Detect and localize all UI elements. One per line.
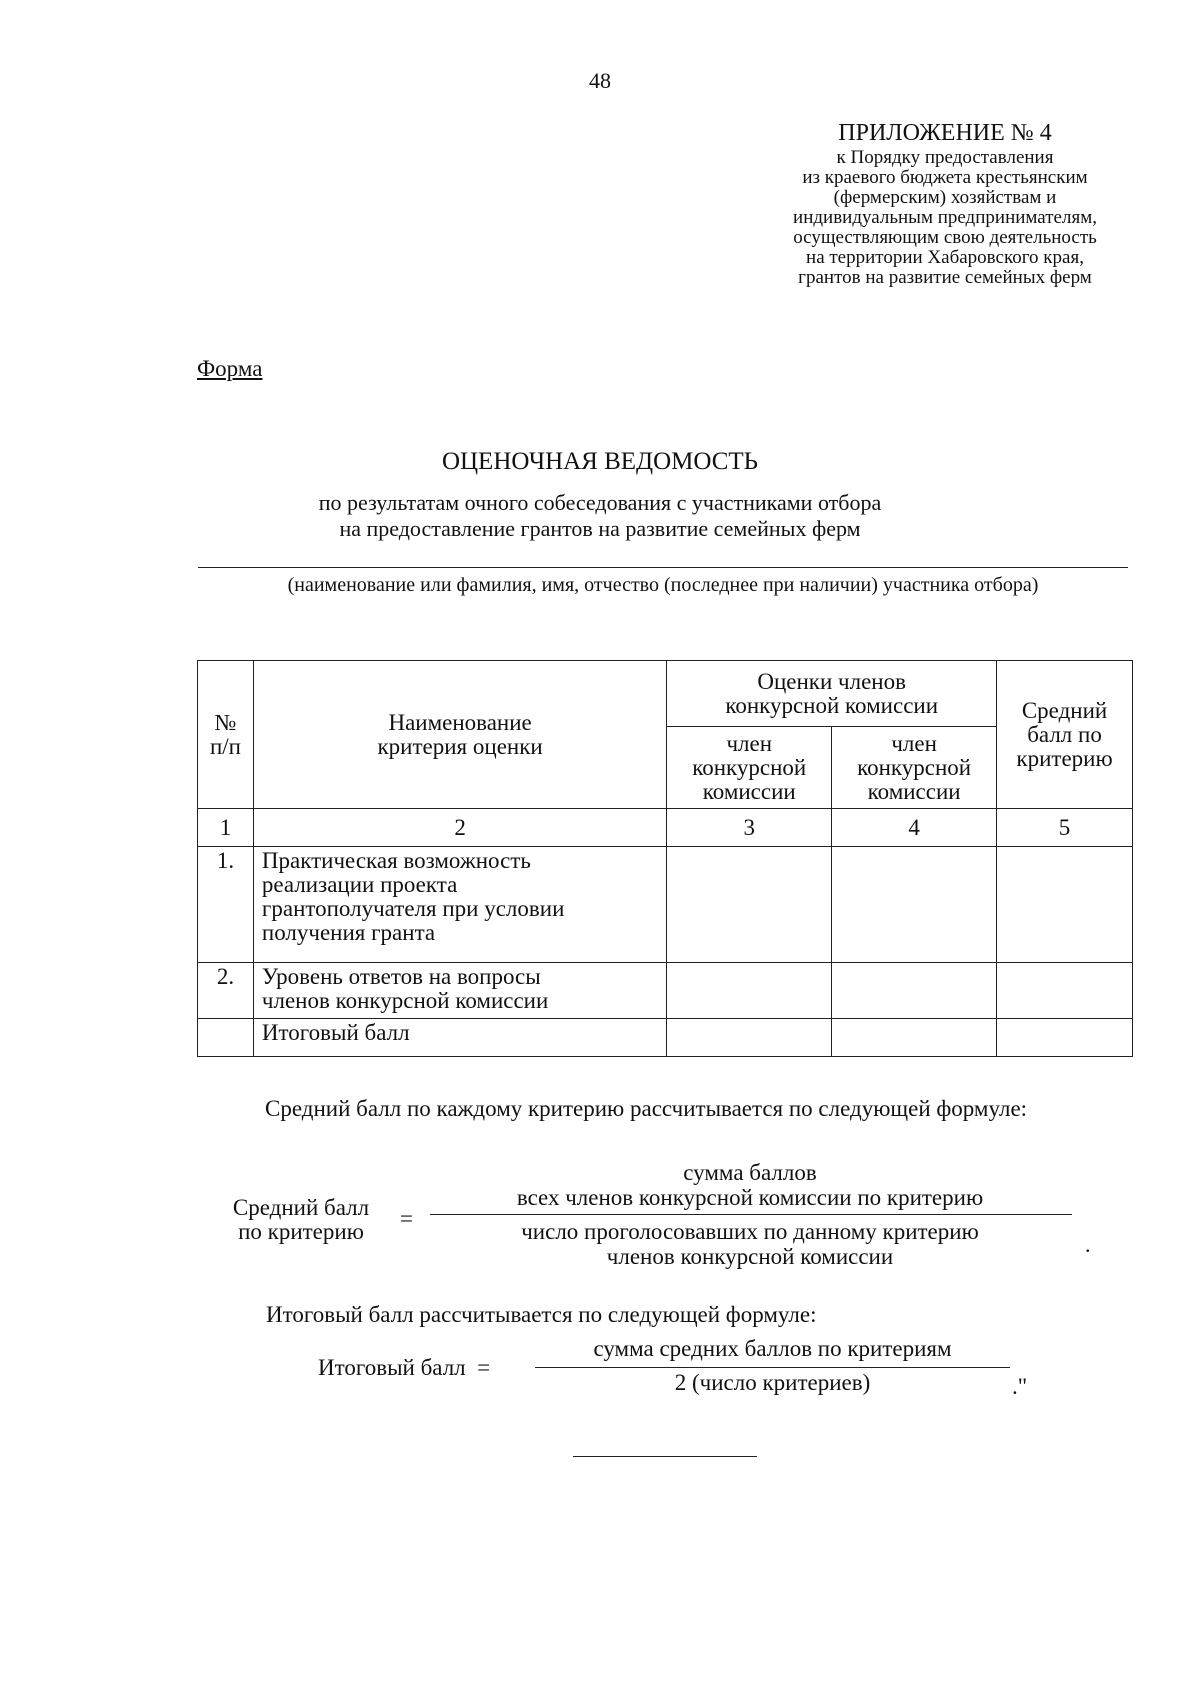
column-number: 5 bbox=[997, 809, 1133, 847]
appendix-line: осуществляющим свою деятельность bbox=[793, 227, 1097, 248]
formula2-end: ." bbox=[1012, 1374, 1028, 1399]
document-end-line bbox=[573, 1456, 757, 1457]
header-criterion: Наименование критерия оценки bbox=[253, 661, 666, 809]
average-cell bbox=[997, 847, 1133, 963]
header-member-2: член конкурсной комиссии bbox=[832, 727, 997, 809]
table-row bbox=[198, 963, 1133, 1019]
average-cell bbox=[997, 963, 1133, 1019]
average-cell bbox=[997, 1019, 1133, 1057]
formula1-end: . bbox=[1085, 1232, 1091, 1257]
appendix-line: на территории Хабаровского края, bbox=[806, 247, 1084, 268]
column-number: 3 bbox=[667, 809, 832, 847]
header-member-1: член конкурсной комиссии bbox=[667, 727, 832, 809]
document-subheading bbox=[0, 490, 1200, 542]
formula1-numerator: сумма баллов всех членов конкурсной комиссии по критерию bbox=[516, 1160, 984, 1210]
row-total-label: Итоговый балл bbox=[253, 1019, 666, 1057]
formula2-intro: Итоговый балл рассчитывается по следующей формуле: bbox=[266, 1302, 817, 1327]
appendix-line: к Порядку предоставления bbox=[836, 147, 1054, 168]
appendix-line: (фермерским) хозяйствам и bbox=[833, 187, 1057, 208]
formula2-denominator: 2 (число критериев) bbox=[674, 1370, 871, 1395]
score-cell bbox=[832, 847, 997, 963]
formula1-denominator: число проголосовавших по данному критерию членов конкурсной комиссии bbox=[521, 1219, 979, 1269]
appendix-title: ПРИЛОЖЕНИЕ № 4 bbox=[838, 120, 1052, 146]
column-number: 4 bbox=[832, 809, 997, 847]
formula-intro-paragraph: Средний балл по каждому критерию рассчитывается по следующей формуле: bbox=[265, 1096, 1028, 1121]
score-cell bbox=[667, 847, 832, 963]
formula1-equals: = bbox=[400, 1206, 413, 1231]
formula2-numerator: сумма средних баллов по критериям bbox=[593, 1336, 952, 1361]
subheading-line: на предоставление грантов на развитие семейных ферм bbox=[339, 516, 861, 541]
formula2-fraction-bar bbox=[535, 1367, 1010, 1368]
table-row bbox=[198, 1019, 1133, 1057]
score-cell bbox=[667, 963, 832, 1019]
score-cell bbox=[667, 1019, 832, 1057]
appendix-line: индивидуальным предпринимателям, bbox=[793, 207, 1097, 228]
row-number: 2. bbox=[198, 963, 254, 1019]
score-cell bbox=[832, 963, 997, 1019]
document-heading: ОЦЕНОЧНАЯ ВЕДОМОСТЬ bbox=[441, 448, 759, 475]
participant-name-line bbox=[198, 567, 1128, 568]
appendix-line: из краевого бюджета крестьянским bbox=[802, 167, 1088, 188]
formula2-left-side: Итоговый балл = bbox=[318, 1355, 491, 1380]
appendix-line: грантов на развитие семейных ферм bbox=[798, 267, 1092, 288]
row-criterion: Уровень ответов на вопросы членов конкурсной комиссии bbox=[253, 963, 666, 1019]
subheading-line: по результатам очного собеседования с участниками отбора bbox=[318, 490, 882, 515]
formula1-fraction-bar bbox=[430, 1214, 1072, 1215]
appendix-block bbox=[745, 118, 1145, 288]
row-criterion: Практическая возможность реализации проекта грантополучателя при условии получения гранта bbox=[253, 847, 666, 963]
score-cell bbox=[832, 1019, 997, 1057]
header-number: № п/п bbox=[198, 661, 254, 809]
evaluation-table bbox=[197, 660, 1133, 1057]
table-row bbox=[198, 847, 1133, 963]
formula1-left-side: Средний балл по критерию bbox=[232, 1195, 370, 1244]
row-number bbox=[198, 1019, 254, 1057]
header-average: Средний балл по критерию bbox=[997, 661, 1133, 809]
page-number: 48 bbox=[589, 68, 611, 93]
form-label: Форма bbox=[197, 356, 263, 381]
header-scores: Оценки членов конкурсной комиссии bbox=[667, 661, 997, 727]
participant-name-caption: (наименование или фамилия, имя, отчество (последнее при наличии) участника отбора) bbox=[287, 574, 1039, 596]
column-number: 1 bbox=[198, 809, 254, 847]
column-number: 2 bbox=[253, 809, 666, 847]
row-number: 1. bbox=[198, 847, 254, 963]
